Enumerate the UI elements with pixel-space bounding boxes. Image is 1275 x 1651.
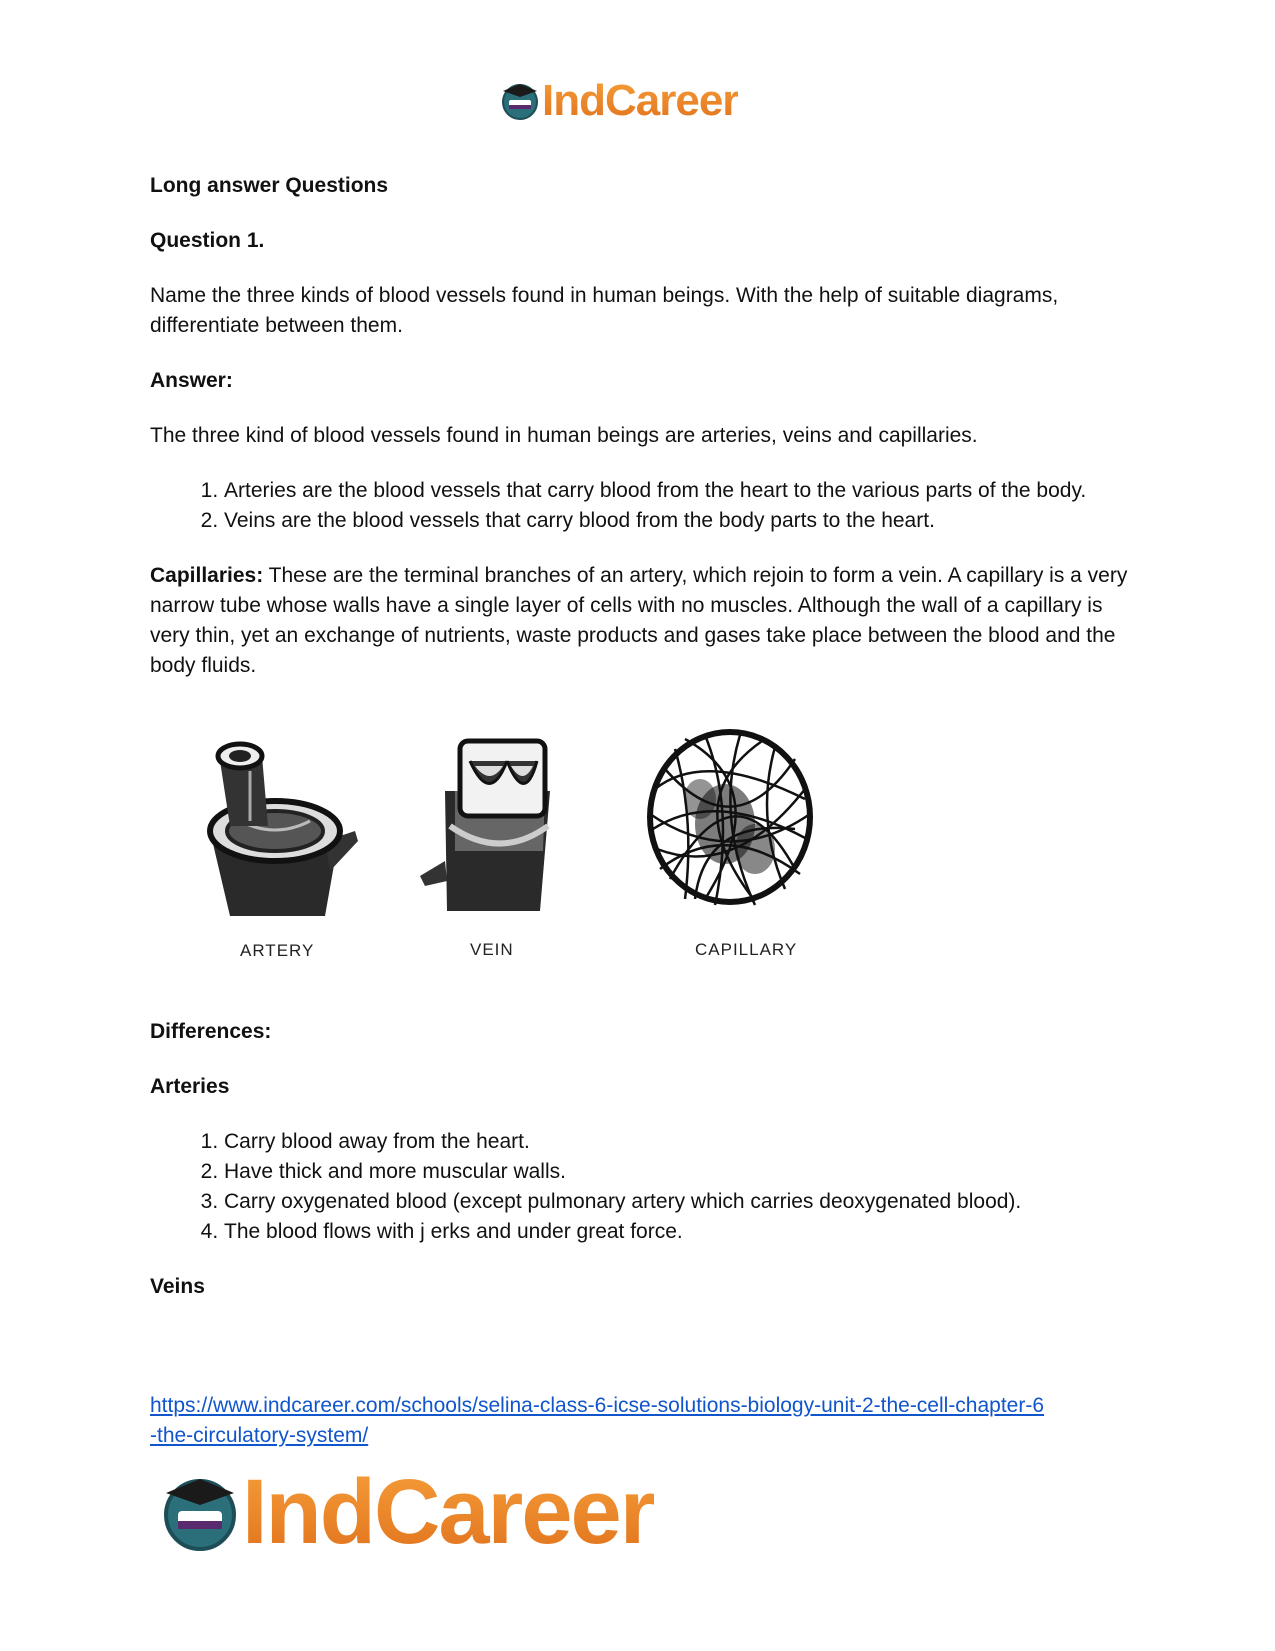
source-link[interactable]	[150, 1394, 1044, 1447]
brand-wordmark: IndCareer	[242, 1461, 654, 1563]
answer-points-list	[150, 476, 1130, 536]
brand-logo-top	[500, 76, 738, 126]
list-item: 3. Carry oxygenated blood (except pulmonary artery which carries deoxygenated blood).	[224, 1187, 1130, 1217]
vein-label: VEIN	[470, 940, 514, 959]
veins-heading: Veins	[150, 1275, 205, 1298]
graduation-globe-icon	[160, 1473, 240, 1553]
artery-label: ARTERY	[240, 941, 315, 960]
source-link-line2: -the-circulatory-system/	[150, 1424, 369, 1447]
capillary-illustration	[645, 729, 815, 909]
document-body	[150, 170, 1130, 1302]
list-item: 4. The blood flows with j erks and under great force.	[224, 1217, 1130, 1247]
graduation-globe-icon	[500, 81, 540, 121]
artery-illustration	[190, 721, 360, 921]
section-heading: Long answer Questions	[150, 174, 389, 197]
question-label: Question 1.	[150, 229, 265, 252]
arteries-list	[150, 1127, 1130, 1247]
arteries-heading: Arteries	[150, 1075, 230, 1098]
question-text: Name the three kinds of blood vessels found in human beings. With the help of suitable diagrams, differentiate between them.	[150, 284, 1059, 337]
list-item: 2. Veins are the blood vessels that carry blood from the body parts to the heart.	[224, 506, 1130, 536]
brand-logo-bottom	[160, 1460, 654, 1565]
capillaries-paragraph	[150, 561, 1130, 681]
capillaries-label: Capillaries:	[150, 564, 264, 587]
capillaries-text: These are the terminal branches of an artery, which rejoin to form a vein. A capillary is a very narrow tube whose walls have a single layer of cells with no muscles. Although the wall of a capillary is very thin, yet an exchange of nutrients, waste products and gases take place between the blood and the body fluids.	[150, 564, 1128, 677]
source-link-line1: https://www.indcareer.com/schools/selina-class-6-icse-solutions-biology-unit-2-the-cell-chapter-6	[150, 1394, 1045, 1417]
list-item: 1. Carry blood away from the heart.	[224, 1127, 1130, 1157]
footer-link-block	[150, 1391, 1130, 1451]
list-item: 1. Arteries are the blood vessels that carry blood from the heart to the various parts of the body.	[224, 476, 1130, 506]
list-item: 2. Have thick and more muscular walls.	[224, 1157, 1130, 1187]
vein-illustration	[415, 731, 575, 921]
differences-label: Differences:	[150, 1020, 272, 1043]
capillary-label: CAPILLARY	[695, 940, 798, 959]
blood-vessels-figure	[150, 711, 850, 981]
answer-intro: The three kind of blood vessels found in human beings are arteries, veins and capillaries.	[150, 424, 978, 447]
brand-wordmark: IndCareer	[542, 76, 739, 125]
answer-label: Answer:	[150, 369, 233, 392]
